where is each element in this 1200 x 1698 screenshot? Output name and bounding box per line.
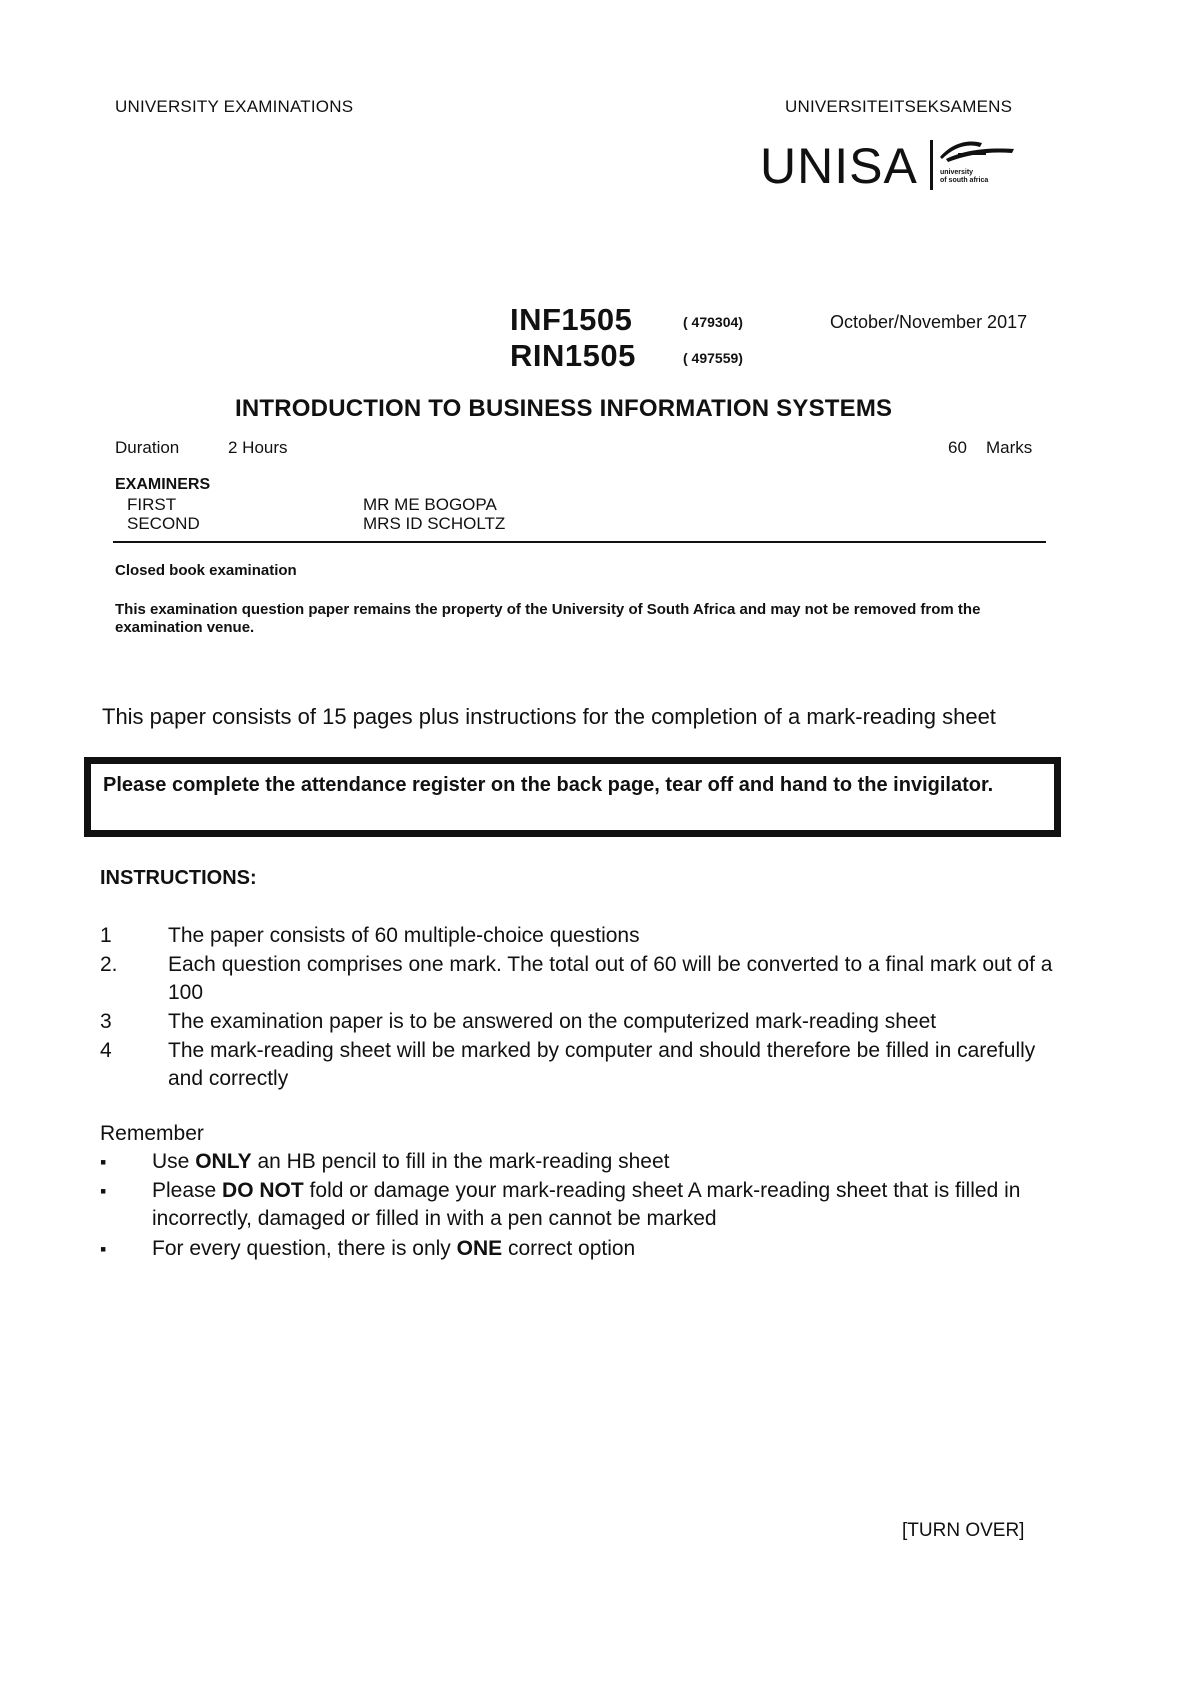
remember-bullet [100,1148,1062,1176]
logo-tagline-2: of south africa [940,177,989,184]
duration-value: 2 Hours [228,438,288,457]
instruction-number: 2. [100,953,118,976]
instruction-item [100,1008,1060,1036]
duration-label: Duration [115,438,180,457]
instruction-number: 4 [100,1039,112,1062]
examiner-name-second: MRS ID SCHOLTZ [363,514,506,533]
instruction-number: 1 [100,924,112,947]
header-right: UNIVERSITEITSEKSAMENS [785,97,1013,116]
module-code-2: RIN1505 [510,338,636,373]
remember-text: Please DO NOT fold or damage your mark-reading sheet A mark-reading sheet that is filled in incorrectly, damaged or filled in with a pen cannot be marked [152,1179,1021,1230]
remember-bullet [100,1235,1062,1263]
module-id-2: ( 497559) [683,350,743,366]
bullet-icon: ▪ [100,1152,107,1172]
remember-text: Use ONLY an HB pencil to fill in the mark-reading sheet [152,1150,670,1173]
exam-session: October/November 2017 [830,312,1028,332]
header-left: UNIVERSITY EXAMINATIONS [115,97,354,116]
instruction-text: The mark-reading sheet will be marked by computer and should therefore be filled in carefully and correctly [168,1039,1036,1090]
examiner-role-second: SECOND [127,514,200,533]
bullet-icon: ▪ [100,1239,107,1259]
page-count-text: This paper consists of 15 pages plus instructions for the completion of a mark-reading sheet [102,704,996,729]
examiner-name-first: MR ME BOGOPA [363,495,497,514]
examiner-role-first: FIRST [127,495,177,514]
marks-value: 60 [948,438,967,457]
examiners-heading: EXAMINERS [115,476,211,493]
remember-bullet [100,1177,1062,1233]
divider [113,541,1046,543]
closed-book-note: Closed book examination [115,562,297,579]
attendance-notice-box [84,757,1061,837]
logo-tagline-1: university [940,169,974,176]
attendance-notice-text: Please complete the attendance register on the back page, tear off and hand to the invigilator. [103,774,994,796]
logo-word: UNISA [760,138,918,194]
instruction-text: Each question comprises one mark. The total out of 60 will be converted to a final mark out of a 100 [168,953,1053,1004]
bullet-icon: ▪ [100,1181,107,1201]
turn-over-label: [TURN OVER] [902,1520,1025,1541]
instruction-number: 3 [100,1010,112,1033]
instruction-item [100,1037,1060,1093]
instructions-heading: INSTRUCTIONS: [100,867,257,889]
instruction-item [100,951,1060,1007]
module-code-1: INF1505 [510,302,633,337]
course-title: INTRODUCTION TO BUSINESS INFORMATION SYSTEMS [235,395,893,422]
remember-text: For every question, there is only ONE correct option [152,1237,636,1260]
logo-divider [930,140,933,190]
logo-bird-icon [938,137,1018,165]
instruction-text: The paper consists of 60 multiple-choice questions [168,924,640,947]
instruction-text: The examination paper is to be answered on the computerized mark-reading sheet [168,1010,937,1033]
unisa-logo [760,135,1020,195]
instruction-item [100,922,1060,950]
property-note: This examination question paper remains the property of the University of South Africa and may not be removed from the examination venue. [115,601,981,636]
module-id-1: ( 479304) [683,314,743,330]
marks-label: Marks [986,438,1033,457]
remember-heading: Remember [100,1122,204,1145]
